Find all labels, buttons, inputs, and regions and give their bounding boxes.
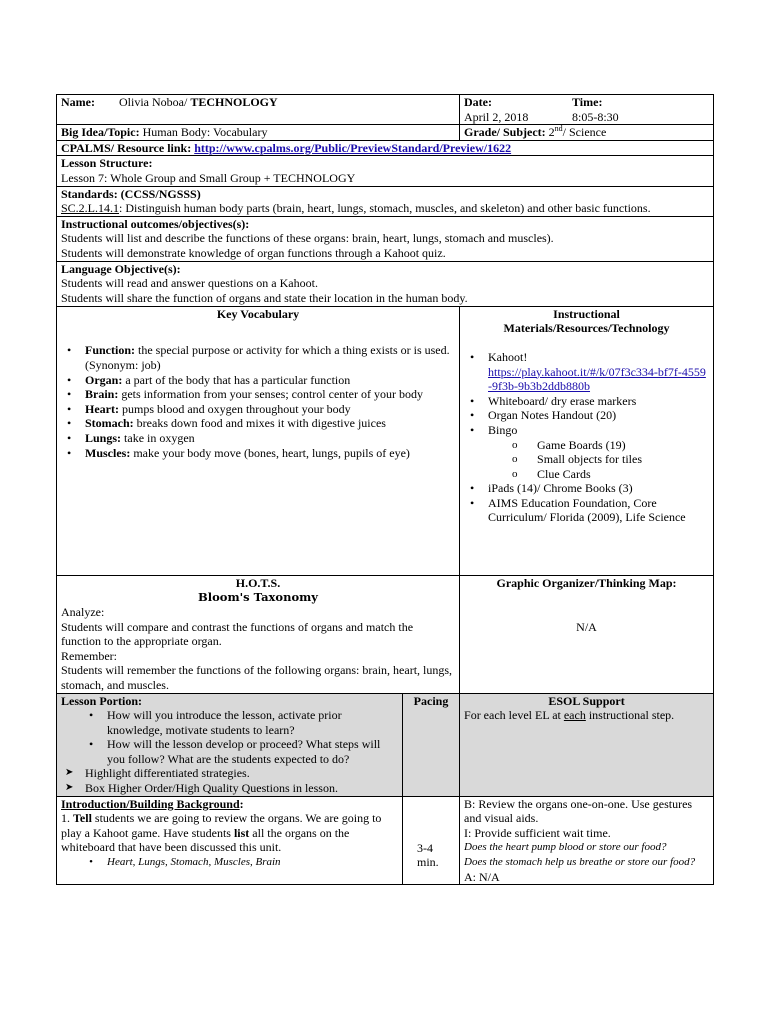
language-row [57, 261, 714, 306]
topic-row [57, 125, 714, 141]
outcome-line: Students will list and describe the functions of these organs: brain, heart, lungs, stomach and muscles). [61, 231, 554, 246]
name-label: Name: [61, 95, 95, 109]
vocab-def: pumps blood and oxygen throughout your body [118, 401, 351, 416]
cpalms-cell [57, 140, 714, 156]
esol-text: For each level EL at [464, 708, 564, 723]
structure-cell [57, 156, 714, 186]
grade-label: Grade/ Subject: [464, 125, 546, 140]
intro-pacing-cell [403, 796, 460, 885]
esol-text: instructional step. [585, 708, 675, 723]
cpalms-row [57, 140, 714, 156]
language-line: Students will share the function of organs and state their location in the human body. [61, 290, 468, 305]
organizer-title: Graphic Organizer/Thinking Map: [496, 575, 677, 590]
vocab-cell [57, 306, 460, 575]
materials-list [464, 350, 709, 525]
grade-sup: nd [554, 124, 563, 134]
hots-title: H.O.T.S. [235, 575, 281, 590]
lesson-strategy: ➤ Highlight differentiated strategies. [61, 766, 398, 781]
vocab-term: Stomach: [85, 416, 134, 431]
intro-step-tell: Tell [73, 811, 92, 826]
intro-step-num: 1. [61, 811, 73, 826]
lesson-questions [61, 708, 398, 766]
date-value: April 2, 2018 [464, 109, 529, 124]
bingo-subitem: o Small objects for tiles [464, 452, 709, 467]
pacing-header-cell [403, 693, 460, 796]
esol-beginner: B: Review the organs one-on-one. Use gestures and visual aids. [464, 796, 693, 826]
outcomes-label: Instructional outcomes/objectives(s): [61, 216, 250, 231]
vocab-row [57, 306, 714, 575]
intro-cell [57, 796, 403, 885]
material-item: • AIMS Education Foundation, Core Curriculum/ Florida (2009), Life Science [464, 496, 709, 525]
hots-row [57, 575, 714, 693]
cpalms-link[interactable]: http://www.cpalms.org/Public/PreviewStandard/Preview/1622 [194, 140, 512, 155]
esol-intermediate: I: Provide sufficient wait time. [464, 825, 611, 840]
date-label: Date: [464, 95, 492, 109]
intro-esol-cell [460, 796, 714, 885]
intro-title-colon: : [239, 796, 244, 811]
vocab-def: take in oxygen [121, 430, 195, 445]
vocab-item [61, 446, 455, 461]
big-idea-label: Big Idea/Topic: [61, 125, 140, 140]
vocab-term: Muscles: [85, 445, 131, 460]
grade-value: 2 [548, 125, 555, 140]
material-item [464, 350, 709, 394]
materials-cell [460, 306, 714, 575]
vocab-list [61, 343, 455, 460]
name-tech: TECHNOLOGY [190, 95, 278, 109]
outcomes-cell [57, 216, 714, 261]
intro-step [61, 811, 398, 855]
lesson-question: • How will the lesson develop or proceed? What steps will you follow? What are the students expected to do? [61, 737, 398, 766]
standards-row [57, 186, 714, 216]
vocab-term: Lungs: [85, 430, 122, 445]
vocab-def: gets information from your senses; control center of your body [118, 387, 423, 402]
standards-cell [57, 186, 714, 216]
lesson-portion-label: Lesson Portion: [61, 693, 142, 708]
vocab-item [61, 343, 455, 372]
lesson-portion-cell [57, 693, 403, 796]
vocab-def: a part of the body that has a particular function [122, 372, 351, 387]
standards-label: Standards: (CCSS/NGSSS) [61, 186, 201, 201]
language-label: Language Objective(s): [61, 261, 181, 276]
big-idea-cell [57, 125, 460, 141]
name-cell [57, 95, 460, 125]
materials-title-1: Instructional [553, 306, 620, 321]
grade-cell [460, 125, 714, 141]
structure-label: Lesson Structure: [61, 156, 153, 171]
vocab-term: Function: [85, 343, 136, 358]
vocab-term: Brain: [85, 387, 119, 402]
materials-title-2: Materials/Resources/Technology [503, 321, 670, 336]
lesson-plan-table [56, 94, 714, 885]
intro-pacing: 3-4 min. [417, 840, 439, 870]
esol-header-cell [460, 693, 714, 796]
hots-cell [57, 575, 460, 693]
structure-row [57, 156, 714, 186]
intro-step-list: list [233, 825, 250, 840]
intro-title: Introduction/Building Background [61, 796, 240, 811]
material-item: • iPads (14)/ Chrome Books (3) [464, 481, 709, 496]
vocab-item [61, 431, 455, 446]
intro-organs: • Heart, Lungs, Stomach, Muscles, Brain [61, 855, 398, 870]
intro-organs-list [61, 855, 398, 870]
bingo-subitem: o Game Boards (19) [464, 438, 709, 453]
outcomes-row [57, 216, 714, 261]
vocab-def: breaks down food and mixes it with digestive juices [133, 416, 386, 431]
kahoot-label: • Kahoot! [488, 349, 528, 364]
outcome-line: Students will demonstrate knowledge of organ functions through a Kahoot quiz. [61, 245, 446, 260]
hots-line: Students will remember the functions of the following organs: brain, heart, lungs, stomach, and muscles. [61, 663, 453, 692]
hots-line: Remember: [61, 648, 117, 663]
name-value: Olivia Noboa/ [118, 95, 188, 109]
structure-value: Lesson 7: Whole Group and Small Group + TECHNOLOGY [61, 170, 356, 185]
vocab-item [61, 402, 455, 417]
esol-each: each [563, 708, 586, 723]
esol-question: Does the heart pump blood or store our food? [464, 841, 667, 854]
hots-line: Students will compare and contrast the functions of organs and match the function to the appropriate organ. [61, 619, 414, 649]
lesson-strategies [61, 766, 398, 795]
material-item: • Organ Notes Handout (20) [464, 408, 709, 423]
lesson-strategy: ➤ Box Higher Order/High Quality Questions in lesson. [61, 781, 398, 796]
standards-text: : Distinguish human body parts (brain, heart, lungs, stomach, muscles, and skeleton) and other basic functions. [119, 201, 651, 216]
lesson-question: • How will you introduce the lesson, activate prior knowledge, motivate students to learn? [61, 708, 398, 737]
vocab-def: make your body move (bones, heart, lungs, pupils of eye) [130, 445, 410, 460]
bingo-label: Bingo [488, 422, 518, 437]
language-cell [57, 261, 714, 306]
standards-code: SC.2.L.14.1 [61, 201, 120, 216]
vocab-item [61, 416, 455, 431]
lesson-portion-row [57, 693, 714, 796]
bingo-sublist [464, 438, 709, 482]
big-idea-value: Human Body: Vocabulary [142, 125, 268, 140]
material-item [464, 423, 709, 481]
hots-subtitle: Bloom's Taxonomy [198, 590, 318, 605]
intro-row [57, 796, 714, 885]
time-value: 8:05-8:30 [572, 109, 619, 124]
esol-advanced: A: N/A [464, 869, 500, 884]
organizer-value: N/A [576, 620, 597, 635]
esol-title: ESOL Support [548, 693, 625, 708]
vocab-item [61, 387, 455, 402]
cpalms-label: CPALMS/ Resource link: [61, 140, 192, 155]
bingo-subitem: o Clue Cards [464, 467, 709, 482]
hots-line: Analyze: [61, 604, 105, 619]
organizer-cell [460, 575, 714, 693]
kahoot-link[interactable]: https://play.kahoot.it/#/k/07f3c334-bf7f-4559-9f3b-9b3b2ddb880b [488, 364, 706, 394]
vocab-term: Organ: [85, 372, 123, 387]
esol-question: Does the stomach help us breathe or store our food? [464, 856, 696, 869]
grade-subject: / Science [562, 125, 607, 140]
vocab-title: Key Vocabulary [216, 306, 300, 321]
vocab-term: Heart: [85, 401, 119, 416]
time-label: Time: [572, 95, 603, 109]
date-time-cell [460, 95, 714, 125]
vocab-item [61, 373, 455, 388]
pacing-label: Pacing [413, 693, 449, 708]
intro-step-text: all the organs on the whiteboard that have been discussed this unit. [61, 825, 350, 855]
header-row [57, 95, 714, 125]
vocab-def: the special purpose or activity for which a thing exists or is used. (Synonym: job) [85, 343, 450, 372]
language-line: Students will read and answer questions on a Kahoot. [61, 276, 318, 291]
intro-step-text: students we are going to review the organs. We are going to play a Kahoot game. Have students [61, 811, 382, 840]
esol-instruction [464, 708, 709, 723]
material-item: • Whiteboard/ dry erase markers [464, 394, 709, 409]
